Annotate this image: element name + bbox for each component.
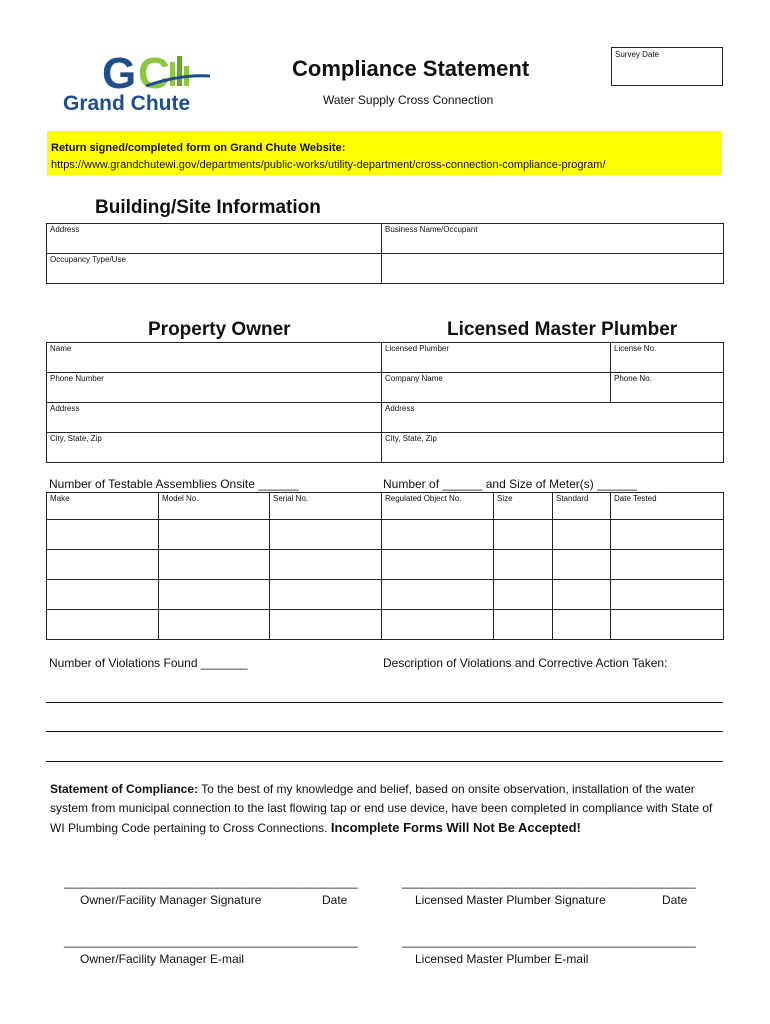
grand-chute-logo	[50, 48, 262, 120]
company-name-field[interactable]	[382, 373, 611, 403]
building-section-title: Building/Site Information	[95, 197, 321, 218]
owner-name-field[interactable]	[47, 343, 382, 373]
col-make: Make	[47, 493, 159, 520]
assembly-cell[interactable]	[611, 520, 724, 550]
assembly-row	[47, 520, 724, 550]
assembly-cell[interactable]	[159, 610, 270, 640]
owner-phone-field[interactable]	[47, 373, 382, 403]
owner-signature-label: Owner/Facility Manager Signature	[80, 893, 262, 907]
owner-name-label: Name	[50, 344, 72, 353]
owner-phone-label: Phone Number	[50, 374, 104, 383]
statement-body: To the best of my knowledge and belief, based on onsite observation, installation of the water system from municipal connection to the last flowing tap or end use device, have been completed in compliance with State of WI Plumbing Code pertaining to Cross Connections.	[50, 782, 713, 835]
address-label: Address	[50, 225, 80, 234]
plumber-phone-label: Phone No.	[614, 374, 652, 383]
occupancy-value-field[interactable]	[382, 254, 724, 284]
col-serial: Serial No.	[270, 493, 382, 520]
assembly-cell[interactable]	[553, 610, 611, 640]
svg-text:C: C	[138, 49, 170, 98]
plumber-section-title: Licensed Master Plumber	[447, 319, 678, 340]
assembly-cell[interactable]	[382, 580, 494, 610]
assembly-cell[interactable]	[553, 580, 611, 610]
assembly-cell[interactable]	[270, 580, 382, 610]
violations-count-label: Number of Violations Found _______	[49, 656, 248, 670]
banner-url[interactable]: https://www.grandchutewi.gov/departments/public-works/utility-department/cross-connection-compliance-program/	[51, 159, 606, 171]
assembly-cell[interactable]	[611, 610, 724, 640]
owner-email-line[interactable]: ____________________________________________	[64, 934, 358, 948]
col-size: Size	[494, 493, 553, 520]
page-subtitle: Water Supply Cross Connection	[323, 93, 494, 107]
assemblies-table	[46, 492, 724, 640]
assembly-cell[interactable]	[47, 520, 159, 550]
statement-lead: Statement of Compliance:	[50, 782, 199, 796]
return-instructions-banner	[47, 131, 722, 175]
assembly-cell[interactable]	[270, 550, 382, 580]
logo-text: Grand Chute	[63, 92, 191, 115]
meter-label: Number of ______ and Size of Meter(s) ______	[383, 477, 638, 491]
address-field[interactable]	[47, 224, 382, 254]
assembly-cell[interactable]	[47, 550, 159, 580]
occupancy-field[interactable]	[47, 254, 382, 284]
plumber-city-field[interactable]	[382, 433, 724, 463]
assembly-row	[47, 580, 724, 610]
licensed-plumber-field[interactable]	[382, 343, 611, 373]
assembly-cell[interactable]	[553, 550, 611, 580]
assembly-cell[interactable]	[159, 550, 270, 580]
licensed-plumber-label: Licensed Plumber	[385, 344, 450, 353]
assembly-cell[interactable]	[611, 550, 724, 580]
statement-warning: Incomplete Forms Will Not Be Accepted!	[330, 820, 581, 835]
plumber-address-label: Address	[385, 404, 415, 413]
col-model: Model No.	[159, 493, 270, 520]
owner-date-label: Date	[322, 893, 348, 907]
plumber-signature-label: Licensed Master Plumber Signature	[415, 893, 606, 907]
col-regulated-object: Regulated Object No.	[382, 493, 494, 520]
owner-address-label: Address	[50, 404, 80, 413]
assembly-cell[interactable]	[270, 610, 382, 640]
owner-section-title: Property Owner	[148, 319, 291, 340]
survey-date-field[interactable]	[611, 47, 723, 86]
assembly-cell[interactable]	[159, 520, 270, 550]
plumber-address-field[interactable]	[382, 403, 724, 433]
plumber-city-label: City, State, Zip	[385, 434, 437, 443]
testable-assemblies-label: Number of Testable Assemblies Onsite ______	[49, 477, 299, 491]
violation-line-2[interactable]	[46, 731, 723, 732]
assembly-row	[47, 610, 724, 640]
violation-line-3[interactable]	[46, 761, 723, 762]
occupancy-label: Occupancy Type/Use	[50, 255, 126, 264]
plumber-phone-field[interactable]	[611, 373, 724, 403]
owner-signature-line[interactable]: ____________________________________________	[64, 875, 358, 889]
assembly-row	[47, 550, 724, 580]
assembly-cell[interactable]	[47, 580, 159, 610]
assembly-cell[interactable]	[382, 610, 494, 640]
assembly-cell[interactable]	[494, 610, 553, 640]
assembly-cell[interactable]	[47, 610, 159, 640]
survey-date-label: Survey Date	[615, 50, 660, 59]
owner-city-field[interactable]	[47, 433, 382, 463]
building-table	[46, 223, 724, 284]
assembly-cell[interactable]	[270, 520, 382, 550]
violations-description-label: Description of Violations and Corrective Action Taken:	[383, 656, 668, 670]
assembly-cell[interactable]	[494, 580, 553, 610]
assembly-cell[interactable]	[382, 550, 494, 580]
assemblies-header-row	[47, 493, 724, 520]
plumber-email-line[interactable]: ____________________________________________	[402, 934, 696, 948]
owner-address-field[interactable]	[47, 403, 382, 433]
assembly-cell[interactable]	[494, 550, 553, 580]
assembly-cell[interactable]	[382, 520, 494, 550]
plumber-signature-line[interactable]: ____________________________________________	[402, 875, 696, 889]
assembly-cell[interactable]	[553, 520, 611, 550]
assembly-cell[interactable]	[494, 520, 553, 550]
col-date-tested: Date Tested	[611, 493, 724, 520]
company-name-label: Company Name	[385, 374, 443, 383]
owner-plumber-table	[46, 342, 724, 463]
license-no-label: License No.	[614, 344, 657, 353]
business-name-label: Business Name/Occupant	[385, 225, 478, 234]
plumber-date-label: Date	[662, 893, 688, 907]
violation-line-1[interactable]	[46, 702, 723, 703]
banner-title: Return signed/completed form on Grand Chute Website:	[51, 142, 346, 154]
svg-text:G: G	[102, 49, 137, 98]
owner-city-label: City, State, Zip	[50, 434, 102, 443]
owner-email-label: Owner/Facility Manager E-mail	[80, 952, 245, 966]
business-name-field[interactable]	[382, 224, 724, 254]
page-title: Compliance Statement	[292, 56, 530, 81]
col-standard: Standard	[553, 493, 611, 520]
statement-of-compliance	[50, 780, 730, 838]
license-no-field[interactable]	[611, 343, 724, 373]
assembly-cell[interactable]	[159, 580, 270, 610]
plumber-email-label: Licensed Master Plumber E-mail	[415, 952, 589, 966]
assembly-cell[interactable]	[611, 580, 724, 610]
